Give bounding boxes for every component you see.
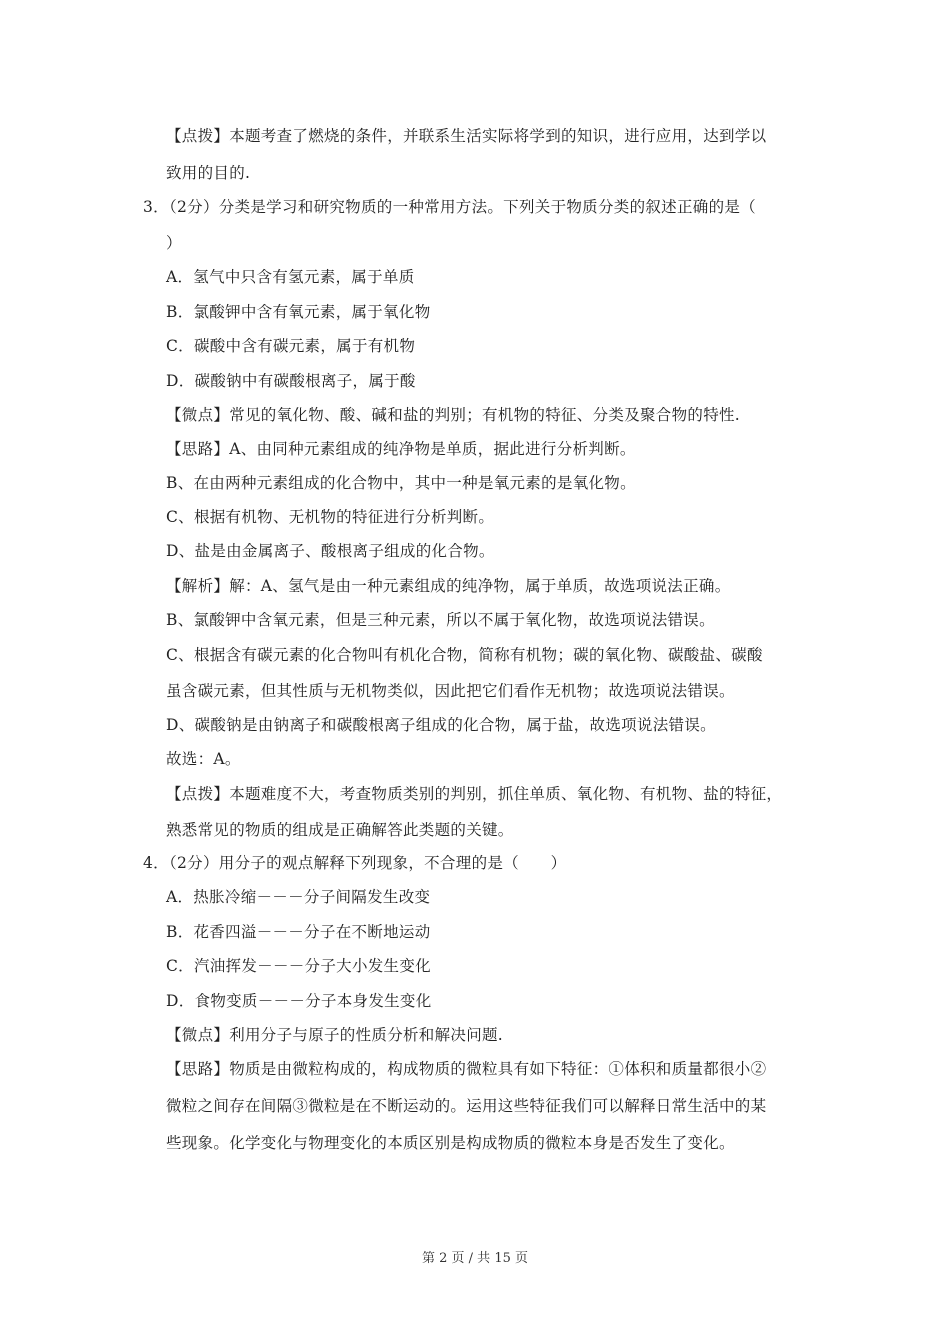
comment: 【点拨】本题难度不大，考查物质类别的判别，抓住单质、氧化物、有机物、盐的特征， [166,785,783,803]
text-line: 虽含碳元素，但其性质与无机物类似，因此把它们看作无机物；故选项说法错误。 [166,682,735,700]
approach: 【思路】物质是由微粒构成的，构成物质的微粒具有如下特征：①体积和质量都很小② [166,1060,767,1078]
option-c: C．碳酸中含有碳元素，属于有机物 [166,337,416,355]
option-a: A．氢气中只含有氢元素，属于单质 [166,268,415,286]
approach: 【思路】A、由同种元素组成的纯净物是单质，据此进行分析判断。 [166,440,636,458]
option-b: B．花香四溢－－－分子在不断地运动 [166,923,431,941]
page-footer: 第 2 页 / 共 15 页 [422,1251,528,1266]
text-line: 【点拨】本题考查了燃烧的条件，并联系生活实际将学到的知识，进行应用，达到学以 [166,127,767,145]
text-line: 致用的目的. [166,164,251,182]
text-line: C、根据有机物、无机物的特征进行分析判断。 [166,508,495,526]
text-line: 些现象。化学变化与物理变化的本质区别是构成物质的微粒本身是否发生了变化。 [166,1134,735,1152]
text-line: 熟悉常见的物质的组成是正确解答此类题的关键。 [166,821,514,839]
text-line: 微粒之间存在间隔③微粒是在不断运动的。运用这些特征我们可以解释日常生活中的某 [166,1097,767,1115]
text-line: B、在由两种元素组成的化合物中，其中一种是氧元素的是氧化物。 [166,474,636,492]
option-d: D．碳酸钠中有碳酸根离子，属于酸 [166,372,416,390]
option-c: C．汽油挥发－－－分子大小发生变化 [166,957,431,975]
question-3-stem: 3．（2分）分类是学习和研究物质的一种常用方法。下列关于物质分类的叙述正确的是（ [143,198,756,216]
key-point: 【微点】利用分子与原子的性质分析和解决问题. [166,1026,504,1044]
analysis: 【解析】解：A、氢气是由一种元素组成的纯净物，属于单质，故选项说法正确。 [166,577,731,595]
text-line: B、氯酸钾中含氧元素，但是三种元素，所以不属于氧化物，故选项说法错误。 [166,611,715,629]
option-d: D．食物变质－－－分子本身发生变化 [166,992,432,1010]
option-a: A．热胀冷缩－－－分子间隔发生改变 [166,888,431,906]
text-line: ） [166,234,182,252]
question-4-stem: 4．（2分）用分子的观点解释下列现象，不合理的是（ ） [143,854,567,872]
key-point: 【微点】常见的氧化物、酸、碱和盐的判别；有机物的特征、分类及聚合物的特性. [166,406,741,424]
text-line: D、碳酸钠是由钠离子和碳酸根离子组成的化合物，属于盐，故选项说法错误。 [166,716,716,734]
text-line: C、根据含有碳元素的化合物叫有机化合物，简称有机物；碳的氧化物、碳酸盐、碳酸 [166,646,763,664]
answer: 故选：A。 [166,750,241,768]
option-b: B．氯酸钾中含有氧元素，属于氧化物 [166,303,431,321]
text-line: D、盐是由金属离子、酸根离子组成的化合物。 [166,542,495,560]
